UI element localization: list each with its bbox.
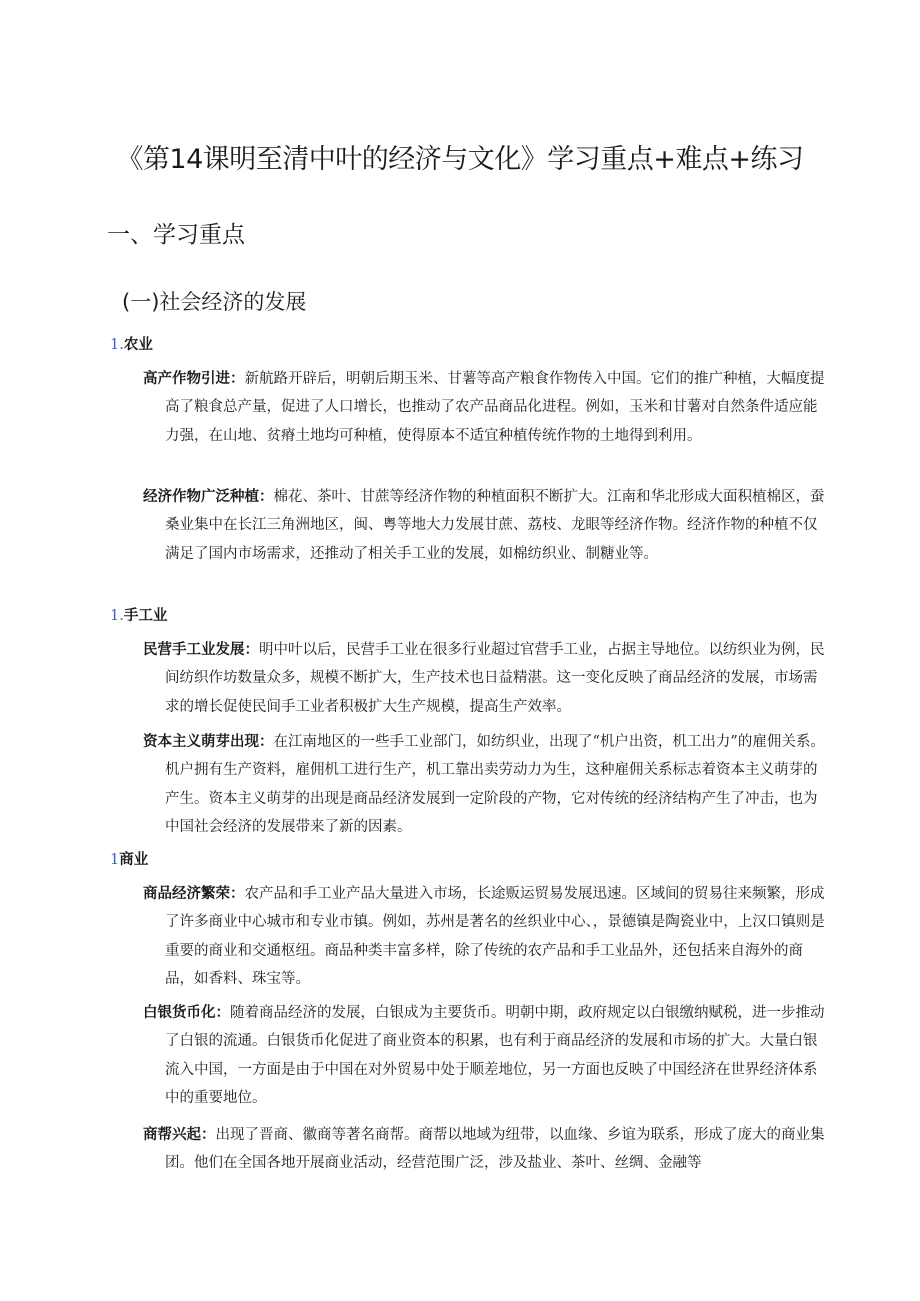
paragraph-text: 明中叶以后，民营手工业在很多行业超过官营手工业，占据主导地位。以纺织业为例，民间纺织作坊数量众多，规模不断扩大，生产技术也日益精湛。这一变化反映了商品经济的发展，市场需求的增长促使民间手工业者积极扩大生产规模，提高生产效率。 bbox=[165, 642, 825, 715]
paragraph-lead: 资本主义萌芽出现： bbox=[143, 734, 274, 750]
topic-heading-commerce bbox=[110, 849, 148, 871]
document-title: 《第14课明至清中叶的经济与文化》学习重点+难点+练习 bbox=[116, 144, 804, 175]
paragraph-lead: 商品经济繁荣： bbox=[143, 886, 245, 902]
paragraph-private-handicraft bbox=[143, 636, 830, 721]
paragraph-text: 出现了晋商、徽商等著名商帮。商帮以地域为纽带，以血缘、乡谊为联系，形成了庞大的商业集团。他们在全国各地开展商业活动，经营范围广泛，涉及盐业、茶叶、丝绸、金融等 bbox=[165, 1127, 825, 1172]
topic-title: 农业 bbox=[123, 337, 153, 353]
topic-number: 1. bbox=[110, 337, 124, 353]
paragraph-silver-currency bbox=[143, 999, 830, 1112]
paragraph-text: 新航路开辟后，明朝后期玉米、甘薯等高产粮食作物传入中国。它们的推广种植，大幅度提高了粮食总产量，促进了人口增长，也推动了农产品商品化进程。例如，玉米和甘薯对自然条件适应能力强，在山地、贫瘠土地均可种植，使得原本不适宜种植传统作物的土地得到利用。 bbox=[165, 371, 825, 444]
topic-number: 1. bbox=[110, 608, 124, 624]
paragraph-text: 棉花、茶叶、甘蔗等经济作物的种植面积不断扩大。江南和华北形成大面积植棉区，蚕桑业集中在长江三角洲地区，闽、粤等地大力发展甘蔗、荔枝、龙眼等经济作物。经济作物的种植不仅满足了国内市场需求，还推动了相关手工业的发展，如棉纺织业、制糖业等。 bbox=[165, 489, 825, 562]
paragraph-text: 在江南地区的一些手工业部门，如纺织业，出现了“机户出资，机工出力”的雇佣关系。机户拥有生产资料，雇佣机工进行生产，机工靠出卖劳动力为生，这种雇佣关系标志着资本主义萌芽的产生。资本主义萌芽的出现是商品经济发展到一定阶段的产物，它对传统的经济结构产生了冲击，也为中国社会经济的发展带来了新的因素。 bbox=[165, 734, 825, 835]
paragraph-lead: 经济作物广泛种植： bbox=[143, 489, 274, 505]
paragraph-text: 农产品和手工业产品大量进入市场，长途贩运贸易发展迅速。区域间的贸易往来频繁，形成了许多商业中心城市和专业市镇。例如，苏州是著名的丝织业中心、，景德镇是陶瓷业中，上汉口镇则是重要的商业和交通枢纽。商品种类丰富多样，除了传统的农产品和手工业品外，还包括来自海外的商品，如香料、珠宝等。 bbox=[165, 886, 825, 987]
topic-heading-agriculture bbox=[110, 334, 153, 356]
paragraph-high-yield-crops bbox=[143, 365, 830, 450]
topic-title: 商业 bbox=[119, 852, 149, 868]
paragraph-lead: 商帮兴起： bbox=[143, 1127, 216, 1143]
topic-title: 手工业 bbox=[123, 608, 168, 624]
section-heading: 一、学习重点 bbox=[107, 222, 245, 248]
subsection-heading: (一)社会经济的发展 bbox=[122, 290, 307, 314]
paragraph-merchant-groups bbox=[143, 1121, 830, 1178]
paragraph-cash-crops bbox=[143, 483, 830, 568]
paragraph-lead: 民营手工业发展： bbox=[143, 642, 259, 658]
topic-heading-handicraft bbox=[110, 605, 167, 627]
paragraph-text: 随着商品经济的发展，白银成为主要货币。明朝中期，政府规定以白银缴纳赋税，进一步推动了白银的流通。白银货币化促进了商业资本的积累，也有利于商品经济的发展和市场的扩大。大量白银流入中国，一方面是由于中国在对外贸易中处于顺差地位，另一方面也反映了中国经济在世界经济体系中的重要地位。 bbox=[165, 1005, 825, 1106]
topic-number: 1 bbox=[110, 852, 120, 868]
paragraph-commodity-economy bbox=[143, 880, 830, 993]
paragraph-lead: 高产作物引进： bbox=[143, 371, 245, 387]
paragraph-capitalism-sprouts bbox=[143, 728, 830, 841]
paragraph-lead: 白银货币化： bbox=[143, 1005, 230, 1021]
